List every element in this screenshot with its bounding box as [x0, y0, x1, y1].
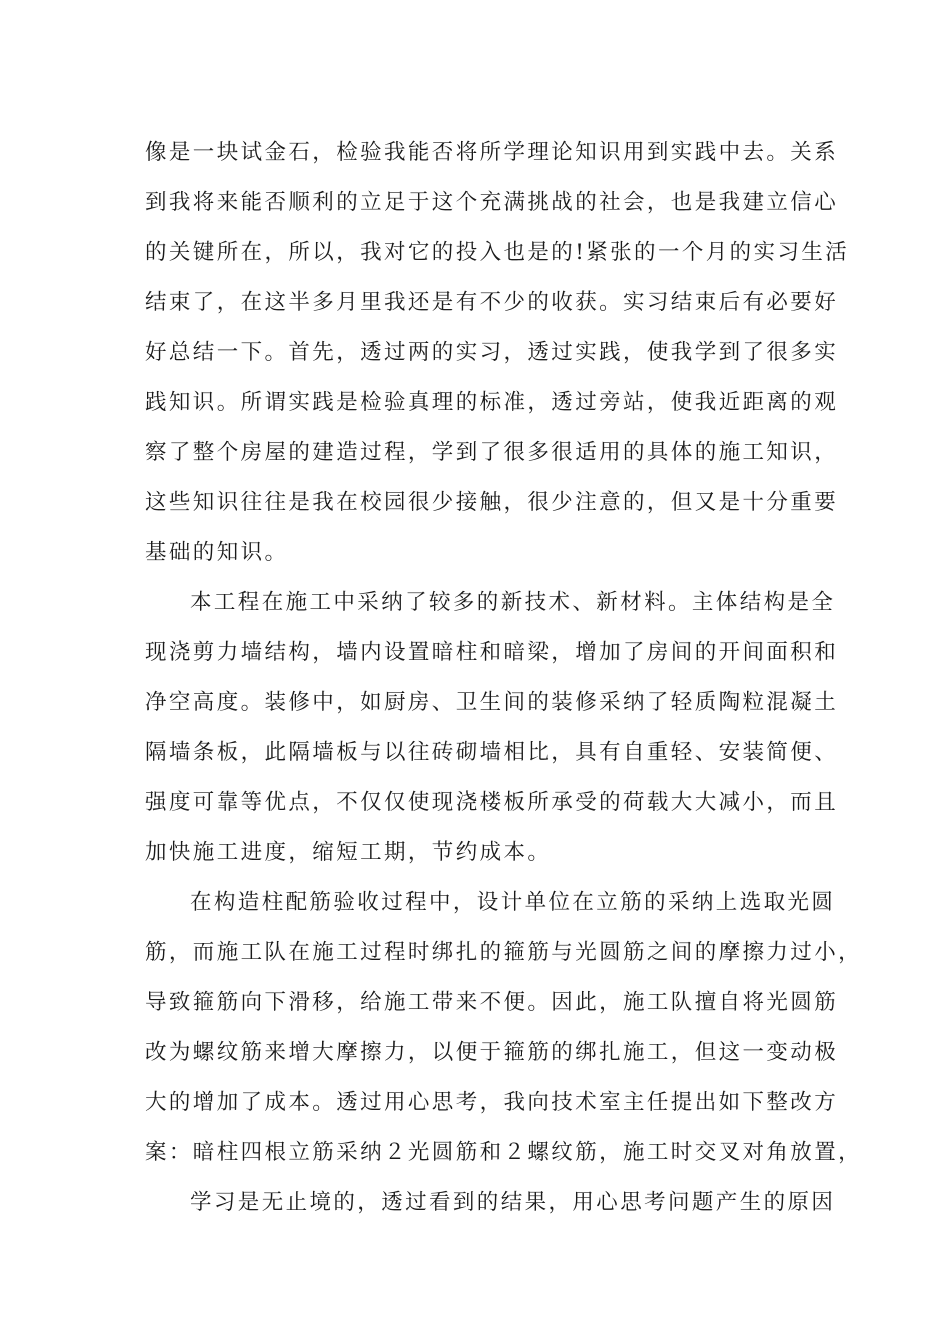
paragraph-start-line: 本工程在施工中采纳了较多的新技术、新材料。主体结构是全 — [190, 590, 836, 615]
text-line: 结束了，在这半多月里我还是有不少的收获。实习结束后有必要好 — [145, 290, 839, 315]
text-line: 到我将来能否顺利的立足于这个充满挑战的社会，也是我建立信心 — [145, 190, 839, 215]
document-body — [145, 128, 863, 1228]
text-line: 察了整个房屋的建造过程，学到了很多很适用的具体的施工知识， — [145, 440, 839, 465]
text-line: 净空高度。装修中，如厨房、卫生间的装修采纳了轻质陶粒混凝土 — [145, 690, 839, 715]
text-line: 案：暗柱四根立筋采纳２光圆筋和２螺纹筋，施工时交叉对角放置， — [145, 1140, 863, 1165]
text-line: 大的增加了成本。透过用心思考，我向技术室主任提出如下整改方 — [145, 1090, 839, 1115]
text-line: 像是一块试金石，检验我能否将所学理论知识用到实践中去。关系 — [145, 140, 839, 165]
text-line: 基础的知识。 — [145, 540, 289, 565]
paragraph-start-line: 学习是无止境的，透过看到的结果，用心思考问题产生的原因 — [190, 1190, 836, 1215]
text-line: 践知识。所谓实践是检验真理的标准，透过旁站，使我近距离的观 — [145, 390, 839, 415]
text-line: 这些知识往往是我在校园很少接触，很少注意的，但又是十分重要 — [145, 490, 839, 515]
text-line: 改为螺纹筋来增大摩擦力，以便于箍筋的绑扎施工，但这一变动极 — [145, 1040, 839, 1065]
text-line: 筋，而施工队在施工过程时绑扎的箍筋与光圆筋之间的摩擦力过小， — [145, 940, 863, 965]
text-line: 强度可靠等优点，不仅仅使现浇楼板所承受的荷载大大减小，而且 — [145, 790, 839, 815]
text-line: 隔墙条板，此隔墙板与以往砖砌墙相比，具有自重轻、安装简便、 — [145, 740, 839, 765]
text-line: 的关键所在，所以，我对它的投入也是的!紧张的一个月的实习生活 — [145, 240, 850, 265]
text-line: 加快施工进度，缩短工期，节约成本。 — [145, 840, 552, 865]
text-line: 好总结一下。首先，透过两的实习，透过实践，使我学到了很多实 — [145, 340, 839, 365]
paragraph-start-line: 在构造柱配筋验收过程中，设计单位在立筋的采纳上选取光圆 — [190, 890, 836, 915]
text-line: 导致箍筋向下滑移，给施工带来不便。因此，施工队擅自将光圆筋 — [145, 990, 839, 1015]
text-line: 现浇剪力墙结构，墙内设置暗柱和暗梁，增加了房间的开间面积和 — [145, 640, 839, 665]
